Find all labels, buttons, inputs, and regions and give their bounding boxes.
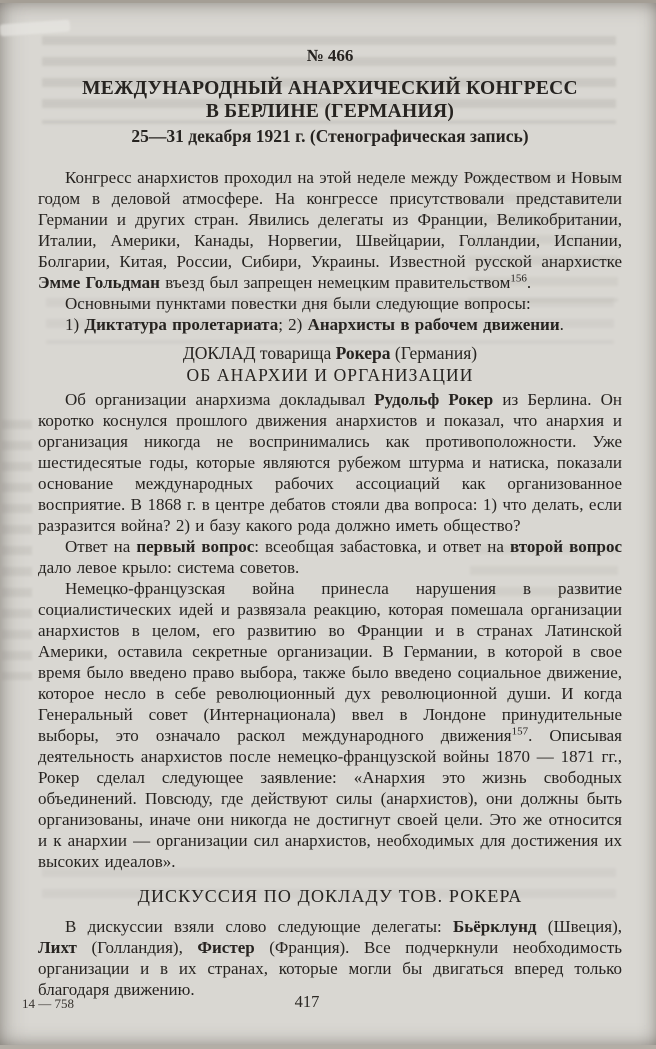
text-segment: Рудольф Рокер xyxy=(374,390,494,409)
text-segment: Анархисты в рабочем движении xyxy=(307,315,560,334)
paragraph-war xyxy=(38,578,622,872)
report-heading-line xyxy=(38,343,622,365)
text-segment: Основными пунктами повестки дня были следующие вопросы: xyxy=(65,294,531,313)
text-segment: Бьёрклунд xyxy=(453,916,537,936)
text-segment: . Описывая деятельность анархистов после немецко-французской войны 1870 — 1871 гг., Рокер сделал следующее заявление: «Анархия это жизнь свободных объединений. Повсюду, где действуют силы (анархистов), они должны быть организованы, иначе они никогда не достигнут своей цели. Это же относится и к анархии — организации сил анархистов, необходимых для достижения их высоких идеалов». xyxy=(38,726,623,871)
report-heading-line xyxy=(38,365,622,387)
text-segment: (Голландия), xyxy=(76,937,198,957)
text-segment: Рокера xyxy=(335,343,391,363)
text-segment: В дискуссии взяли слово следующие делегаты: xyxy=(65,916,454,936)
page-footer xyxy=(0,992,656,1018)
paragraph-report xyxy=(38,389,622,536)
title-line: В БЕРЛИНЕ (ГЕРМАНИЯ) xyxy=(205,101,455,122)
document-title xyxy=(38,77,622,123)
discussion-heading-line xyxy=(38,886,622,908)
bleedthrough-artifact xyxy=(2,420,32,680)
text-segment: (Франция). Все подчеркнули необходимость организации и в их странах, которые могли бы двигаться вперед только благодаря движению. xyxy=(38,937,622,999)
text-segment: Диктатура пролетариата xyxy=(84,315,279,334)
text-segment: (Германия) xyxy=(390,343,478,363)
paragraph-answers xyxy=(38,536,622,578)
text-segment: Конгресс анархистов проходил на этой неделе между Рождеством и Новым годом в деловой атмосфере. На конгрессе присутствовали представители Германии и других стран. Явились делегаты из Франции, Великобритании, Италии, Америки, Канады, Норвегии, Швейцарии, Голландии, Испании, Болгарии, Китая, России, Сибири, Украины. Известной русской анархистке xyxy=(38,168,622,271)
text-segment: ДИСКУССИЯ ПО ДОКЛАДУ ТОВ. РОКЕРА xyxy=(137,886,523,906)
text-segment: дало левое крыло: система советов. xyxy=(38,558,300,577)
text-segment: Немецко-французская война принесла нарушения в развитие социалистических идей и развязала реакцию, которая помешала организации анархистов в целом, его развитию во Франции и в странах Латинской Америки, оставила секретные организации. В Германии, в которой в свое время было введено право выбора, также было введено социальное движение, которое несло в себе революционный дух революционной души. И когда Генеральный совет (Интернационала) ввел в Лондоне принудительные выборы, это означало раскол международного движения xyxy=(38,579,622,745)
text-segment: из Берлина. Он коротко коснулся прошлого движения анархистов и показал, что анархия и организация никогда не воспринимались как противоположности. Уже шестидесятые годы, которые являются рубежом штурма и натиска, показали основание международных рабочих ассоциаций как организованное восприятие. В 1868 г. в центре дебатов стояли два вопроса: 1) что делать, если разразится война? 2) и базу какого рода должно иметь общество? xyxy=(38,390,622,535)
report-heading xyxy=(38,343,622,386)
paragraph-agenda-intro xyxy=(38,293,622,314)
document-subtitle: 25—31 декабря 1921 г. (Стенографическая запись) xyxy=(131,126,529,146)
paragraph-agenda-items xyxy=(38,314,622,335)
footnote-reference: 157 xyxy=(511,725,529,738)
page-bottom-edge xyxy=(0,1045,656,1049)
text-segment: Об организации анархизма докладывал xyxy=(65,390,375,409)
text-segment: 1) xyxy=(65,315,85,334)
text-segment: ДОКЛАД товарища xyxy=(182,343,336,363)
scan-glare-artifact xyxy=(0,20,70,37)
page-number: 417 xyxy=(294,992,320,1011)
text-segment: ; 2) xyxy=(278,315,308,334)
text-segment: ОБ АНАРХИИ И ОРГАНИЗАЦИИ xyxy=(186,364,474,385)
footnote-reference: 156 xyxy=(510,272,527,285)
text-segment: . xyxy=(526,273,532,292)
text-segment: : всеобщая забастовка, и ответ на xyxy=(254,537,510,556)
title-line: МЕЖДУНАРОДНЫЙ АНАРХИЧЕСКИЙ КОНГРЕСС xyxy=(82,78,578,99)
text-segment: въезд был запрещен немецким правительством xyxy=(159,273,511,292)
text-segment: Фистер xyxy=(197,937,255,957)
paragraph-intro xyxy=(38,167,622,293)
text-segment: второй вопрос xyxy=(509,537,623,556)
discussion-heading xyxy=(38,886,622,908)
text-segment: Эмме Гольдман xyxy=(38,273,160,292)
text-segment: первый вопрос xyxy=(136,537,255,556)
document-number: № 466 xyxy=(306,46,354,65)
printers-mark: 14 — 758 xyxy=(22,996,74,1011)
page-top-edge xyxy=(0,0,656,3)
text-segment: Лихт xyxy=(38,937,77,957)
text-segment: (Швеция), xyxy=(536,916,622,936)
text-segment: . xyxy=(559,315,564,334)
paragraph-discussion xyxy=(38,916,622,1000)
text-segment: Ответ на xyxy=(65,537,137,556)
page-content xyxy=(38,46,622,1000)
